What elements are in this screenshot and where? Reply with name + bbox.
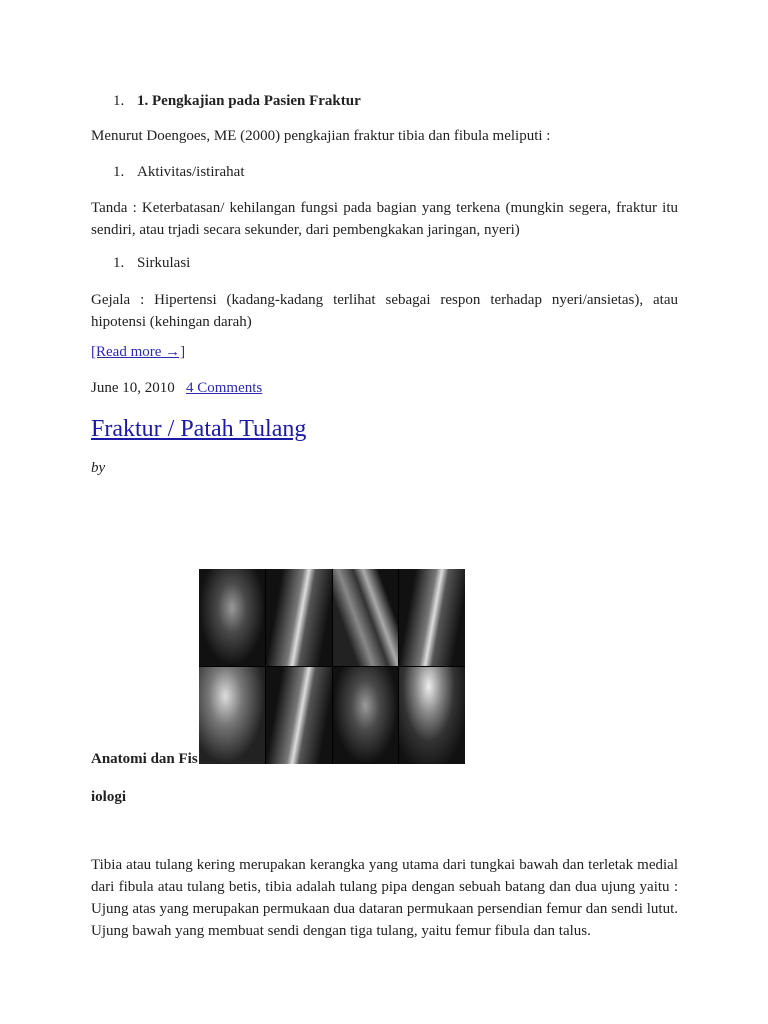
gejala-paragraph: Gejala : Hipertensi (kadang-kadang terlihat sebagai respon terhadap nyeri/ansietas), atau hipotensi (kehingan darah) <box>91 292 678 330</box>
intro-paragraph: Menurut Doengoes, ME (2000) pengkajian fraktur tibia dan fibula meliputi : <box>91 128 551 144</box>
heading-fisiologi: iologi <box>91 789 127 805</box>
list-number: 1. <box>113 164 125 180</box>
section-heading: 1. Pengkajian pada Pasien Fraktur <box>137 93 361 109</box>
heading-anatomi: Anatomi dan Fis <box>91 751 198 767</box>
read-more-link[interactable]: [Read more →] <box>91 344 186 360</box>
tanda-paragraph: Tanda : Keterbatasan/ kehilangan fungsi pada bagian yang terkena (mungkin segera, fraktur itu sendiri, atau trjadi secara sekunder, dari pembengkakan jaringan, nyeri) <box>91 200 678 238</box>
list-number: 1. <box>113 93 125 109</box>
list-label: Sirkulasi <box>137 255 191 271</box>
tibia-paragraph: Tibia atau tulang kering merupakan kerangka yang utama dari tungkai bawah dan terletak medial dari fibula atau tulang betis, tibia adalah tulang pipa dengan sebuah batang dan dua ujung yaitu : Ujung atas yang merupakan permukaan dua dataran permukaan persendian femur dan sendi lutut. Ujung bawah yang membuat sendi dengan tiga tulang, yaitu femur fibula dan talus. <box>91 857 678 939</box>
list-number: 1. <box>113 255 125 271</box>
list-item-sirkulasi <box>113 255 190 272</box>
post-title-link[interactable]: Fraktur / Patah Tulang <box>91 416 307 442</box>
byline: by <box>91 460 106 476</box>
list-item-aktivitas <box>113 164 244 181</box>
comments-link[interactable]: 4 Comments <box>186 380 263 396</box>
list-item-pengkajian <box>113 93 361 110</box>
list-label: Aktivitas/istirahat <box>137 164 245 180</box>
fracture-xray-image <box>199 569 465 764</box>
post-meta <box>91 380 678 397</box>
post-date: June 10, 2010 <box>91 380 175 396</box>
